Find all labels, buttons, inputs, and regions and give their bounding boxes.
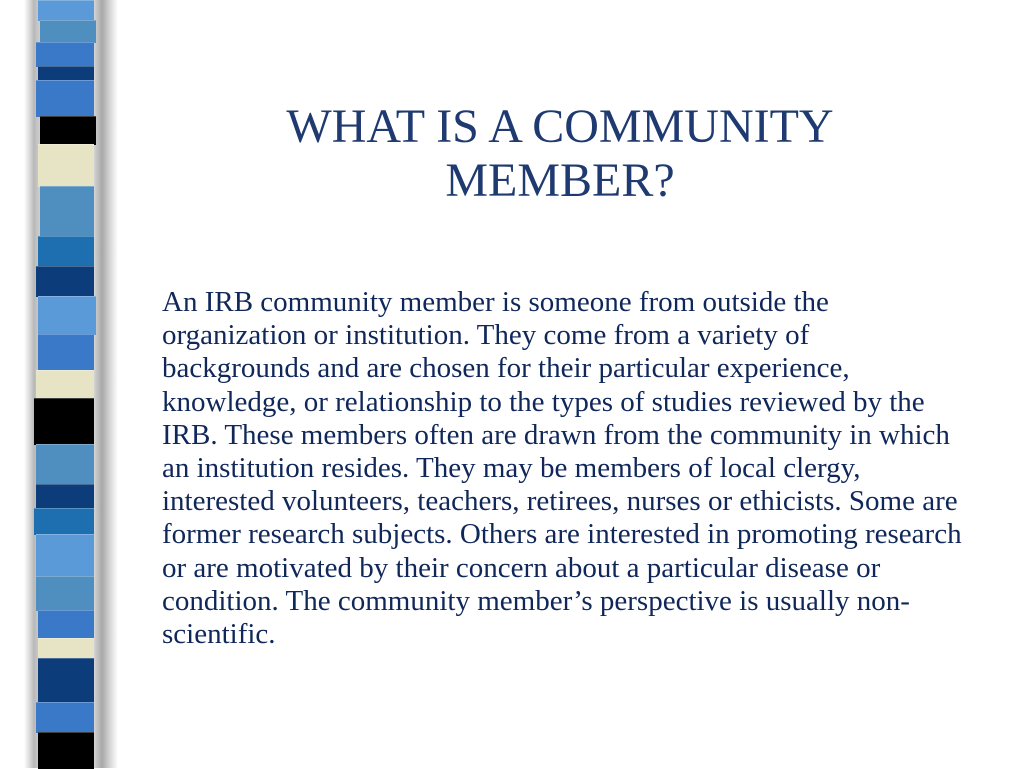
band-stripe [40, 116, 96, 145]
band-stripe [36, 266, 94, 297]
band-stripe [36, 370, 94, 399]
slide-title [200, 100, 920, 208]
band-stripe [38, 236, 94, 267]
band-stripe [38, 66, 94, 81]
band-stripe [38, 0, 94, 21]
band-stripe [36, 576, 94, 611]
decorative-striped-band [30, 0, 102, 768]
band-stripe [34, 398, 94, 445]
band-stripe [36, 534, 94, 577]
band-stripe [36, 80, 94, 117]
band-stripe [38, 658, 94, 703]
band-stripe [38, 638, 94, 659]
band-stripe [40, 186, 94, 237]
band-stripe [34, 508, 94, 535]
band-stripe [36, 444, 94, 485]
slide-title-line-2: MEMBER? [445, 154, 675, 207]
slide-body-paragraph: An IRB community member is someone from outside the organization or institution. They come from a variety of backgrounds and are chosen for their particular experience, knowledge, or relationship to the types of studies reviewed by the IRB. These members often are drawn from the community in which an institution resides. They may be members of local clergy, interested volunteers, teachers, retirees, nurses or ethicists. Some are former research subjects. Others are interested in promoting research or are motivated by their concern about a particular disease or condition. The community member’s perspective is usually non-scientific. [162, 286, 962, 651]
slide-title-line-1: WHAT IS A COMMUNITY [286, 100, 834, 153]
band-stripe [36, 702, 94, 733]
band-stripe [36, 484, 94, 509]
band-stripe [38, 732, 94, 769]
band-stripe [40, 20, 96, 43]
band-stripe [38, 610, 94, 639]
band-stripe [38, 144, 94, 187]
band-stripe [36, 42, 94, 67]
band-stripe [38, 334, 94, 371]
band-stripe [38, 296, 96, 335]
